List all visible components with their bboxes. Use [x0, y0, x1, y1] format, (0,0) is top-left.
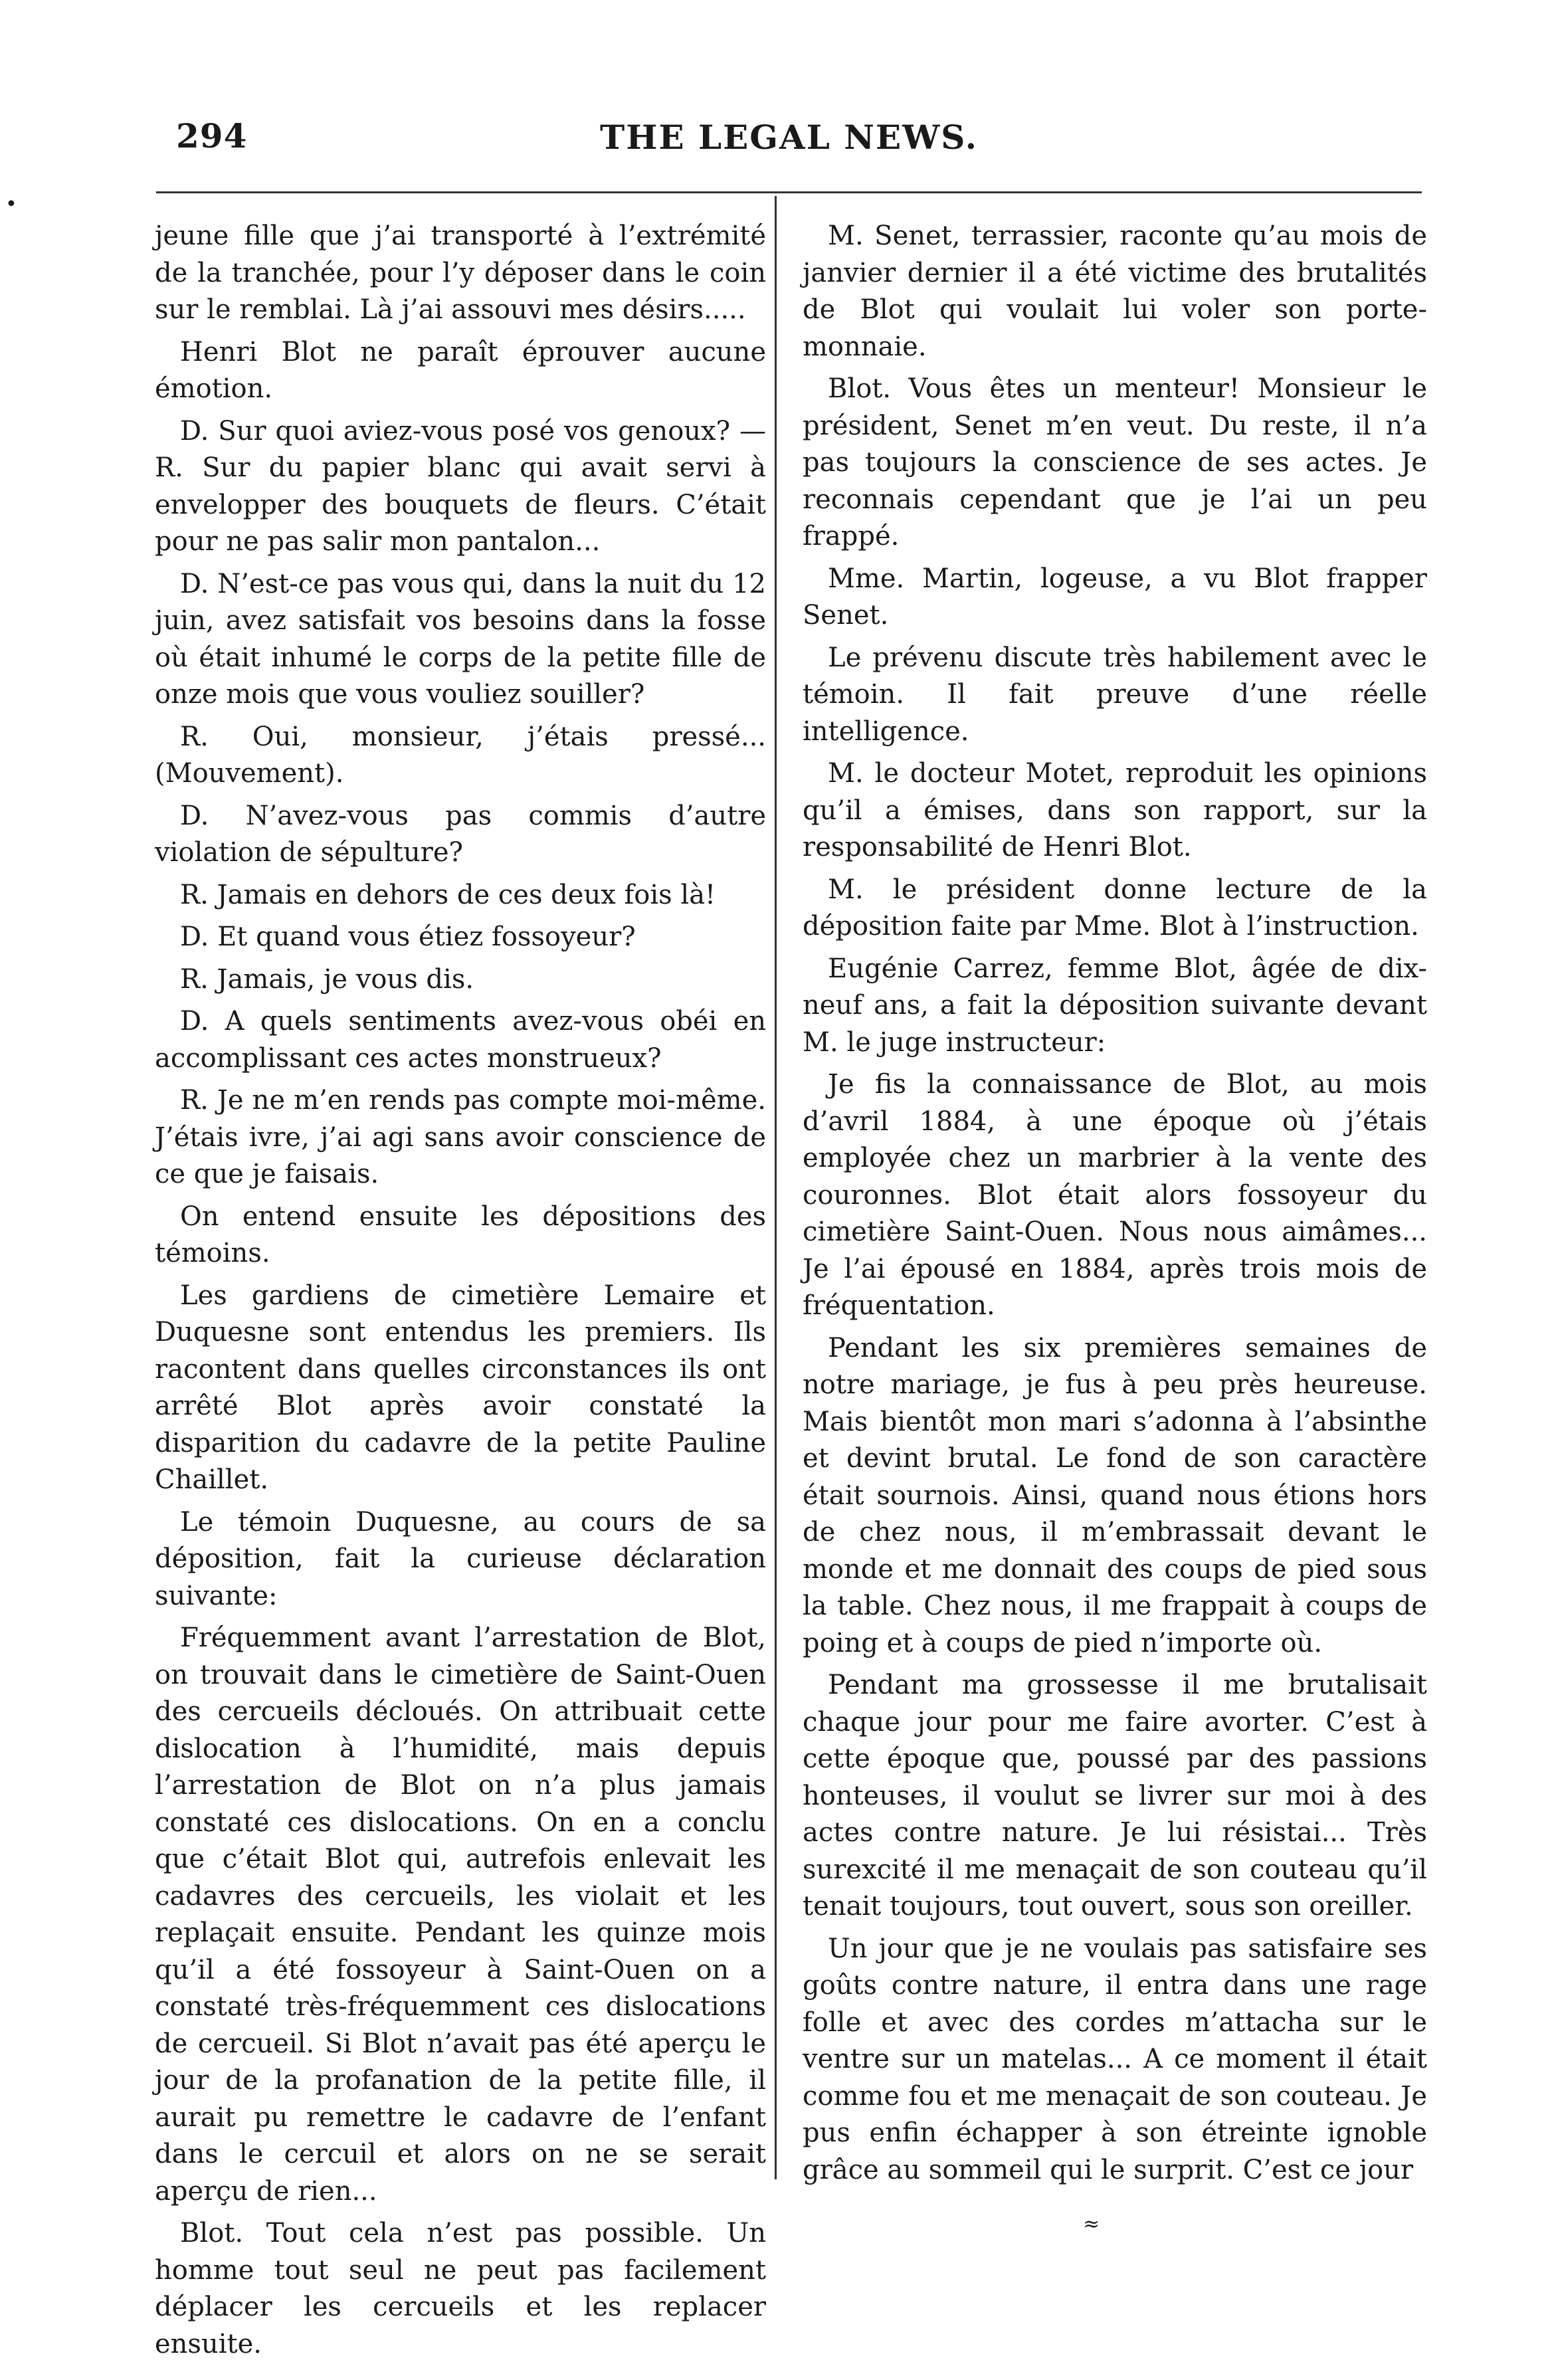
paragraph: R. Jamais, je vous dis.: [180, 963, 474, 995]
page-header: [156, 103, 1422, 163]
paragraph: M. le docteur Motet, reproduit les opinions qu’il a émises, dans son rapport, sur la responsabilité de Henri Blot.: [803, 758, 1427, 862]
printer-mark: ≈: [1083, 2213, 1100, 2236]
paragraph: Mme. Martin, logeuse, a vu Blot frapper Senet.: [803, 563, 1427, 631]
paragraph: D. A quels sentiments avez-vous obéi en accomplissant ces actes monstrueux?: [155, 1006, 766, 1074]
paragraph: R. Je ne m’en rends pas compte moi-même. J’étais ivre, j’ai agi sans avoir conscience de ce que je faisais.: [155, 1085, 766, 1189]
paragraph: On entend ensuite les dépositions des témoins.: [155, 1201, 766, 1268]
paragraph: D. Et quand vous étiez fossoyeur?: [180, 922, 636, 952]
paragraph: Le prévenu discute très habilement avec le témoin. Il fait preuve d’une réelle intelligence.: [803, 642, 1427, 747]
page-number: 294: [176, 116, 248, 155]
paragraph: D. Sur quoi aviez-vous posé vos genoux? —R. Sur du papier blanc qui avait servi à envelopper des bouquets de fleurs. C’était pour ne pas salir mon pantalon...: [155, 415, 766, 557]
paragraph: M. Senet, terrassier, raconte qu’au mois de janvier dernier il a été victime des brutalités de Blot qui voulait lui voler son porte-monnaie.: [803, 221, 1427, 362]
paragraph: D. N’est-ce pas vous qui, dans la nuit du 12 juin, avez satisfait vos besoins dans la fosse où était inhumé le corps de la petite fille de onze mois que vous vouliez souiller?: [155, 568, 766, 710]
paragraph: Pendant ma grossesse il me brutalisait chaque jour pour me faire avorter. C’est à cette époque que, poussé par des passions honteuses, il voulut se livrer sur moi à des actes contre nature. Je lui résistai... Très surexcité il me menaçait de son couteau qu’il tenait toujours, tout ouvert, sous son oreiller.: [803, 1670, 1427, 1922]
paragraph: Je fis la connaissance de Blot, au mois d’avril 1884, à une époque où j’étais employée chez un marbrier à la vente des couronnes. Blot était alors fossoyeur du cimetière Saint-Ouen. Nous nous aimâmes... Je l’ai épousé en 1884, après trois mois de fréquentation.: [803, 1069, 1427, 1321]
column-divider: [775, 196, 777, 2179]
paragraph: jeune fille que j’ai transporté à l’extrémité de la tranchée, pour l’y déposer dans le coin sur le remblai. Là j’ai assouvi mes désirs.....: [155, 221, 766, 325]
paragraph: Le témoin Duquesne, au cours de sa déposition, fait la curieuse déclaration suivante:: [155, 1506, 766, 1611]
paragraph: Blot. Vous êtes un menteur! Monsieur le président, Senet m’en veut. Du reste, il n’a pas toujours la conscience de ses actes. Je reconnais cependant que je l’ai un peu frappé.: [803, 373, 1427, 551]
header-rule: [156, 191, 1422, 193]
paragraph: Un jour que je ne voulais pas satisfaire ses goûts contre nature, il entra dans une rage folle et avec des cordes m’attacha sur le ventre sur un matelas... A ce moment il était comme fou et me menaçait de son couteau. Je pus enfin échapper à son étreinte ignoble grâce au sommeil qui le surprit. C’est ce jour: [803, 1933, 1427, 2185]
paragraph: Henri Blot ne paraît éprouver aucune émotion.: [155, 336, 766, 404]
paragraph: Pendant les six premières semaines de notre mariage, je fus à peu près heureuse. Mais bientôt mon mari s’adonna à l’absinthe et devint brutal. Le fond de son caractère était sournois. Ainsi, quand nous étions hors de chez nous, il m’embrassait devant le monde et me donnait des coups de pied sous la table. Chez nous, il me frappait à coups de poing et à coups de pied n’importe où.: [803, 1332, 1427, 1658]
right-column: [803, 218, 1427, 2194]
paragraph: Blot. Tout cela n’est pas possible. Un homme tout seul ne peut pas facilement déplacer les cercueils et les replacer ensuite.: [155, 2218, 766, 2359]
paragraph: Fréquemment avant l’arrestation de Blot, on trouvait dans le cimetière de Saint-Ouen des cercueils décloués. On attribuait cette dislocation à l’humidité, mais depuis l’arrestation de Blot on n’a plus jamais constaté ces dislocations. On en a conclu que c’était Blot qui, autrefois enlevait les cadavres des cercueils, les violait et les replaçait ensuite. Pendant les quinze mois qu’il a été fossoyeur à Saint-Ouen on a constaté très-fréquemment ces dislocations de cercueil. Si Blot n’avait pas été aperçu le jour de la profanation de la petite fille, il aurait pu remettre le cadavre de l’enfant dans le cercuil et alors on ne se serait aperçu de rien...: [155, 1623, 766, 2207]
paragraph: D. N’avez-vous pas commis d’autre violation de sépulture?: [155, 800, 766, 868]
paragraph: Les gardiens de cimetière Lemaire et Duquesne sont entendus les premiers. Ils racontent dans quelles circonstances ils ont arrêté Blot après avoir constaté la disparition du cadavre de la petite Pauline Chaillet.: [155, 1280, 766, 1495]
left-column: [155, 218, 766, 2368]
paragraph: M. le président donne lecture de la déposition faite par Mme. Blot à l’instruction.: [803, 874, 1427, 942]
running-title: THE LEGAL NEWS.: [600, 118, 978, 157]
paragraph: R. Jamais en dehors de ces deux fois là!: [180, 879, 716, 910]
paragraph: Eugénie Carrez, femme Blot, âgée de dix-neuf ans, a fait la déposition suivante devant M. le juge instructeur:: [803, 953, 1427, 1058]
paragraph: R. Oui, monsieur, j’étais pressé... (Mouvement).: [155, 721, 766, 789]
margin-mark: •: [5, 193, 17, 216]
